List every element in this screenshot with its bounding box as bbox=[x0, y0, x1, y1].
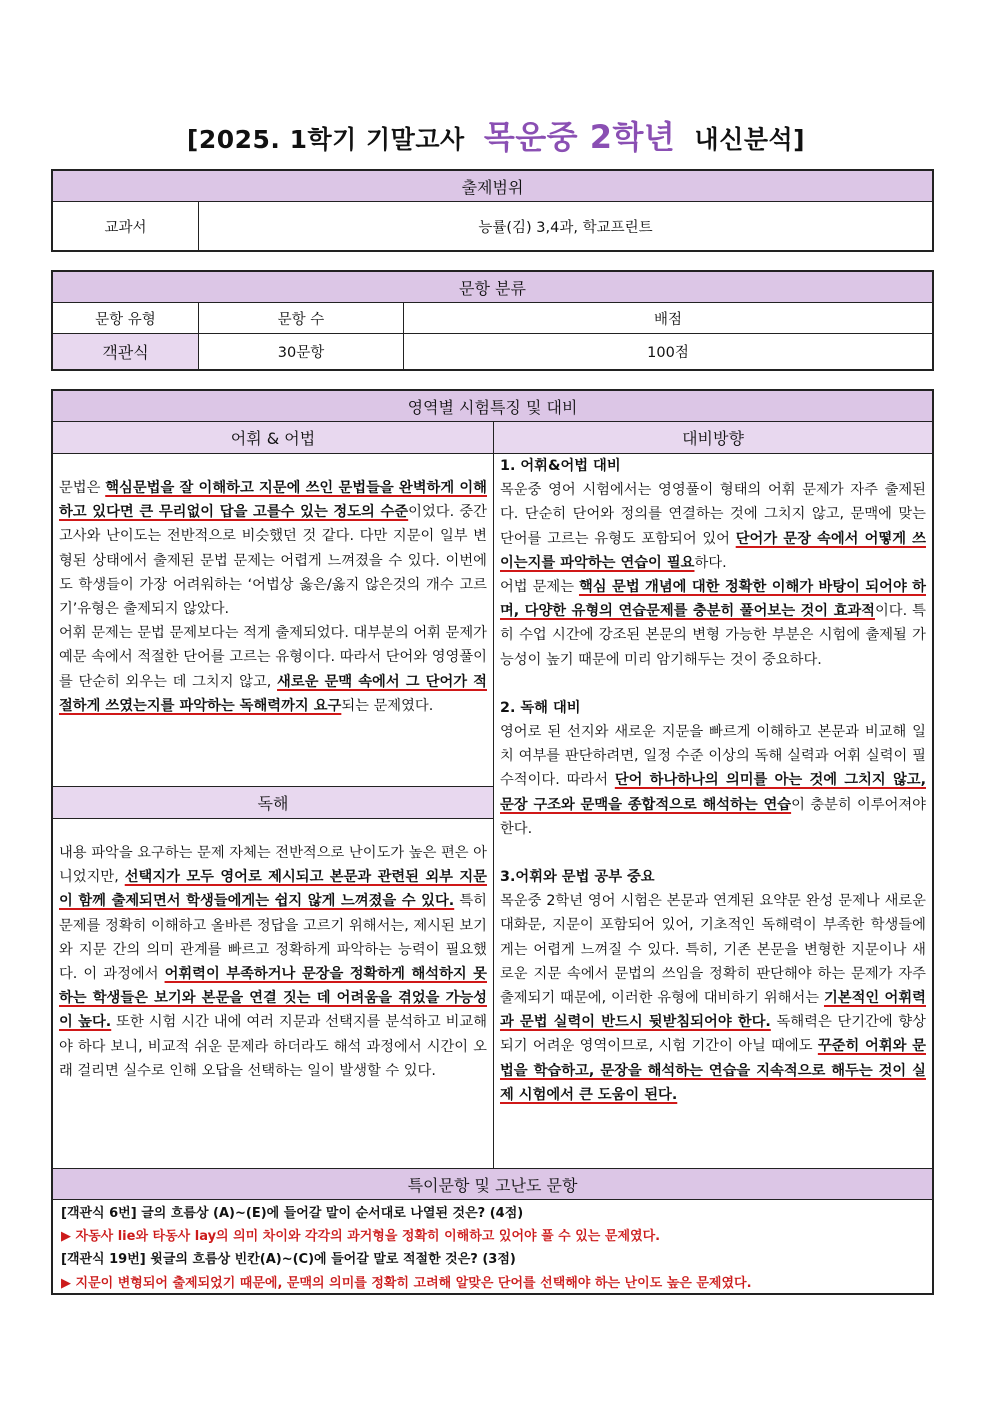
strategy-s1-emphasis2: 핵심 문법 개념에 대한 정확한 이해가 바탕이 되어야 하며, 다양한 유형의 연습문제를 충분히 풀어보는 것이 효과적 bbox=[500, 579, 926, 620]
reading-text2: 특히 문제를 정확히 이해하고 올바른 정답을 고르기 위해서는, 제시된 보기와 지문 간의 의미 관계를 빠르고 정확하게 파악하는 능력이 필요했다. 이 과정에서 bbox=[59, 893, 487, 983]
vocab-p1-text2: 이었다. 중간고사와 난이도는 전반적으로 비슷했던 것 같다. 다만 지문이 일부 변형된 상태에서 출제된 문법 문제는 어렵게 느껴졌을 수 있다. 이번에도 학생들이 가장 어려워하는 ‘어법상 옳은/옳지 않은것의 개수 고르기’유형은 출제되지 않았다. bbox=[59, 504, 487, 618]
vocab-body bbox=[53, 454, 494, 787]
strategy-s2-text: 영어로 된 선지와 새로운 지문을 빠르게 이해하고 본문과 비교해 일치 여부를 판단하려면, 일정 수준 이상의 독해 실력과 어휘 실력이 필수적이다. 따라서 bbox=[500, 724, 926, 789]
strategy-s1-p1 bbox=[500, 478, 926, 575]
special-q2-note: ▶ 지문이 변형되어 출제되었기 때문에, 문맥의 의미를 정확히 고려해 알맞은 단어를 선택해야 하는 난이도 높은 문제였다. bbox=[53, 1270, 933, 1294]
strategy-s1-emphasis: 단어가 문장 속에서 어떻게 쓰이는지를 파악하는 연습이 필요 bbox=[500, 530, 926, 571]
cell-type: 객관식 bbox=[53, 334, 199, 370]
cell-score: 100점 bbox=[404, 334, 933, 370]
classification-header: 문항 분류 bbox=[53, 272, 933, 303]
col-count: 문항 수 bbox=[199, 303, 404, 334]
vocab-p2-text2: 되는 문제였다. bbox=[341, 697, 434, 714]
title-prefix: [2025. 1학기 기말고사 bbox=[186, 125, 465, 154]
classification-table bbox=[52, 271, 933, 370]
areas-table bbox=[52, 390, 933, 1294]
strategy-s1-text4: 이다. 특히 수업 시간에 강조된 본문의 변형 가능한 부분은 시험에 출제될 가능성이 높기 때문에 미리 암기해두는 것이 중요하다. bbox=[500, 603, 926, 668]
strategy-s3-p1 bbox=[500, 889, 926, 1107]
special-q2: [객관식 19번] 윗글의 흐름상 빈칸(A)~(C)에 들어갈 말로 적절한 것은? (3점) bbox=[53, 1246, 933, 1270]
page-title bbox=[0, 112, 992, 158]
scope-table bbox=[52, 170, 933, 251]
scope-label: 교과서 bbox=[53, 202, 199, 251]
strategy-s2-title: 2. 독해 대비 bbox=[500, 699, 581, 716]
scope-value: 능률(김) 3,4과, 학교프린트 bbox=[199, 202, 933, 251]
strategy-s3-emphasis: 기본적인 어휘력과 문법 실력이 반드시 뒷받침되어야 한다. bbox=[500, 990, 926, 1031]
title-suffix: 내신분석] bbox=[694, 125, 806, 154]
strategy-s1-p2 bbox=[500, 575, 926, 672]
vocab-p2-emphasis: 새로운 문맥 속에서 그 단어가 적절하게 쓰였는지를 파악하는 독해력까지 요구 bbox=[59, 673, 487, 714]
strategy-body bbox=[494, 454, 933, 1169]
reading-emphasis2: 어휘력이 부족하거나 문장을 정확하게 해석하지 못하는 학생들은 보기와 본문을 연결 짓는 데 어려움을 겪었을 가능성이 높다. bbox=[59, 966, 487, 1031]
strategy-s2-emphasis: 단어 하나하나의 의미를 아는 것에 그치지 않고, 문장 구조와 문맥을 종합적으로 해석하는 연습 bbox=[500, 772, 926, 813]
vocab-p2-text: 어휘 문제는 문법 문제보다는 적게 출제되었다. 대부분의 어휘 문제가 예문 속에서 적절한 단어를 고르는 유형이다. 따라서 단어와 영영풀이를 단순히 외우는 데 그치지 않고, bbox=[59, 625, 487, 690]
special-q1-note: ▶ 자동사 lie와 타동사 lay의 의미 차이와 각각의 과거형을 정확히 이해하고 있어야 풀 수 있는 문제였다. bbox=[53, 1224, 933, 1246]
strategy-header: 대비방향 bbox=[494, 422, 933, 454]
special-q1: [객관식 6번] 글의 흐름상 (A)~(E)에 들어갈 말이 순서대로 나열된 것은? (4점) bbox=[53, 1200, 933, 1224]
strategy-s1-title: 1. 어휘&어법 대비 bbox=[500, 458, 621, 474]
strategy-s2-text2: 이 충분히 이루어져야 한다. bbox=[500, 796, 926, 837]
reading-text: 내용 파악을 요구하는 문제 자체는 전반적으로 난이도가 높은 편은 아니었지만, bbox=[59, 845, 487, 886]
special-header: 특이문항 및 고난도 문항 bbox=[53, 1169, 933, 1200]
reading-header: 독해 bbox=[53, 787, 494, 819]
col-type: 문항 유형 bbox=[53, 303, 199, 334]
reading-emphasis: 선택지가 모두 영어로 제시되고 본문과 관련된 외부 지문이 함께 출제되면서 학생들에게는 쉽지 않게 느껴졌을 수 있다. bbox=[59, 869, 487, 910]
vocab-p1-emphasis: 핵심문법을 잘 이해하고 지문에 쓰인 문법들을 완벽하게 이해하고 있다면 큰 무리없이 답을 고를수 있는 정도의 수준 bbox=[59, 480, 487, 521]
title-highlight: 목운중 2학년 bbox=[483, 118, 676, 156]
strategy-s1-text2: 하다. bbox=[694, 554, 727, 571]
strategy-s3-text2: 독해력은 단기간에 향상되기 어려운 영역이므로, 시험 기간이 아닐 때에도 bbox=[500, 1014, 926, 1055]
strategy-s3-text: 목운중 2학년 영어 시험은 본문과 연계된 요약문 완성 문제나 새로운 대화문, 지문이 포함되어 있어, 기초적인 독해력이 부족한 학생들에게는 어렵게 느껴질 수 있다. 특히, 기존 본문을 변형한 지문이나 새로운 지문 속에서 문법의 쓰임을 정확히 판단해야 하는 문제가 자주 출제되기 때문에, 이러한 유형에 대비하기 위해서는 bbox=[500, 893, 926, 1007]
areas-header: 영역별 시험특징 및 대비 bbox=[53, 391, 933, 422]
strategy-s1-text3: 어법 문제는 bbox=[500, 579, 579, 596]
reading-text3: 또한 시험 시간 내에 여러 지문과 선택지를 분석하고 비교해야 하다 보니, 비교적 쉬운 문제라 하더라도 해석 과정에서 시간이 오래 걸리면 실수로 인해 오답을 선택하는 일이 발생할 수 있다. bbox=[59, 1014, 488, 1079]
strategy-s3-title: 3.어휘와 문법 공부 중요 bbox=[500, 869, 655, 886]
strategy-s3-emphasis2: 꾸준히 어휘와 문법을 학습하고, 문장을 해석하는 연습을 지속적으로 해두는 것이 실제 시험에서 큰 도움이 된다. bbox=[500, 1038, 926, 1103]
vocab-p1-text: 문법은 bbox=[59, 480, 106, 496]
scope-header: 출제범위 bbox=[53, 171, 933, 202]
reading-body bbox=[53, 819, 494, 1169]
cell-count: 30문항 bbox=[199, 334, 404, 370]
vocab-header: 어휘 & 어법 bbox=[53, 422, 494, 454]
col-score: 배점 bbox=[404, 303, 933, 334]
strategy-s2-p1 bbox=[500, 720, 926, 841]
strategy-s1-text: 목운중 영어 시험에서는 영영풀이 형태의 어휘 문제가 자주 출제된다. 단순히 단어와 정의를 연결하는 것에 그치지 않고, 문맥에 맞는 단어를 고르는 유형도 포함되어 있어 bbox=[500, 482, 926, 547]
